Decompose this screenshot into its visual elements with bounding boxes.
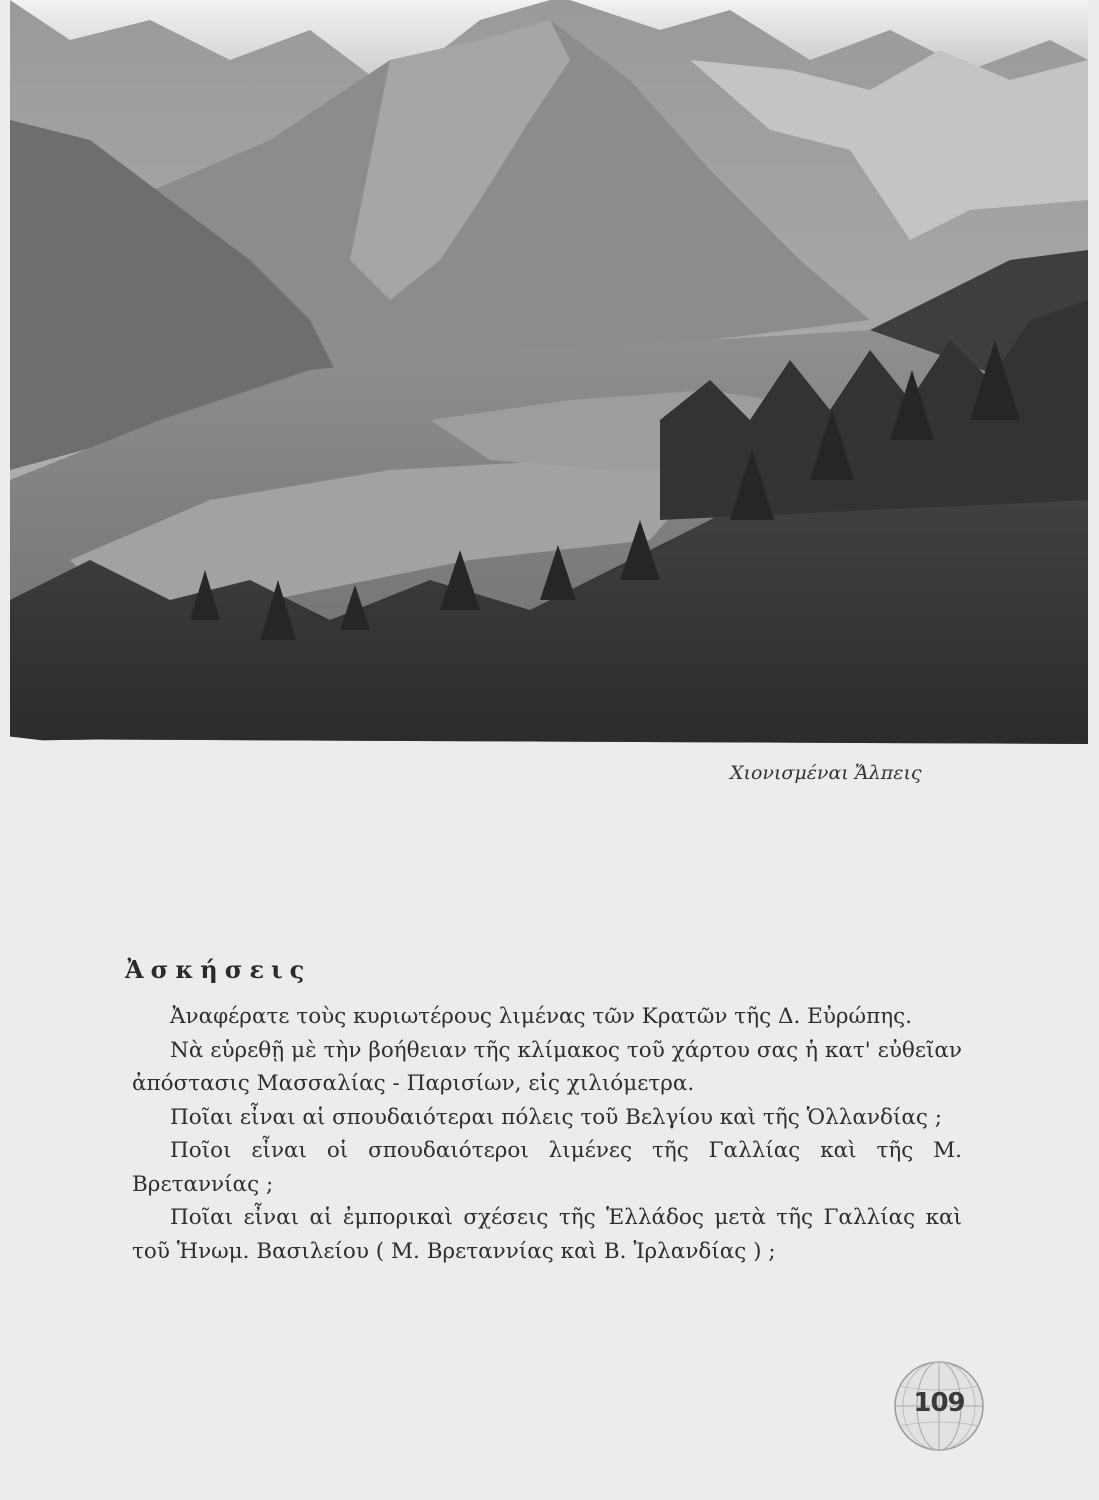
exercise-item: Ποῖαι εἶναι αἱ ἐμπορικαὶ σχέσεις τῆς Ἑλλάδος μετὰ τῆς Γαλλίας καὶ τοῦ Ἡνωμ. Βασιλείου ( Μ. Βρεταννίας καὶ Β. Ἰρλανδίας ) ; — [132, 1205, 962, 1264]
photo-caption: Χιονισμέναι Ἄλπεις — [730, 762, 922, 784]
exercise-item: Ποῖοι εἶναι οἱ σπουδαιότεροι λιμένες τῆς Γαλλίας καὶ τῆς Μ. Βρεταννίας ; — [132, 1138, 962, 1197]
page-number: 109 — [913, 1388, 965, 1418]
page-number-badge — [893, 1360, 985, 1452]
exercises-list — [132, 1000, 962, 1268]
exercise-item: Ποῖαι εἶναι αἱ σπουδαιότεραι πόλεις τοῦ Βελγίου καὶ τῆς Ὁλλανδίας ; — [170, 1104, 943, 1130]
exercise-item: Νὰ εὑρεθῇ μὲ τὴν βοήθειαν τῆς κλίμακος τοῦ χάρτου σας ἡ κατ' εὐθεῖαν ἀπόστασις Μασσαλίας - Παρισίων, εἰς χιλιόμετρα. — [132, 1037, 962, 1096]
exercise-item: Ἀναφέρατε τοὺς κυριωτέρους λιμένας τῶν Κρατῶν τῆς Δ. Εὐρώπης. — [170, 1004, 912, 1029]
alpine-landscape-photo — [10, 0, 1088, 744]
exercises-heading: Ἀσκήσεις — [125, 955, 312, 984]
